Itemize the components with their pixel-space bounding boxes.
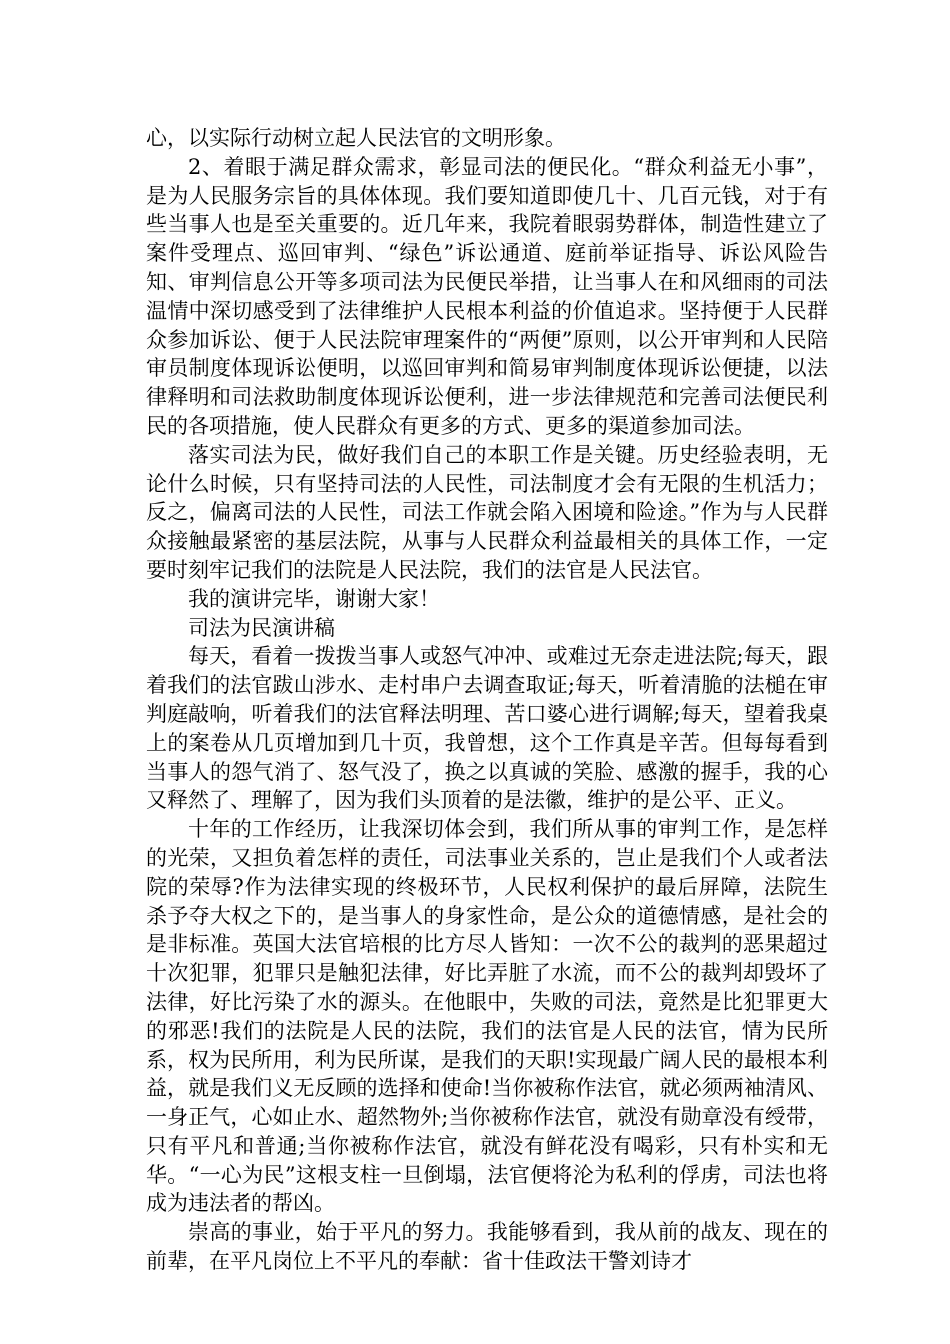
paragraph-noble-cause: 崇高的事业，始于平凡的努力。我能够看到，我从前的战友、现在的前辈，在平凡岗位上不平凡的奉献：省十佳政法干警刘诗才 <box>146 1220 828 1274</box>
paragraph-convenience-measures: 2、着眼于满足群众需求，彰显司法的便民化。“群众利益无小事”，是为人民服务宗旨的具体体现。我们要知道即使几十、几百元钱，对于有些当事人也是至关重要的。近几年来，我院着眼弱势群体，制造性建立了案件受理点、巡回审判、“绿色”诉讼通道、庭前举证指导、诉讼风险告知、审判信息公开等多项司法为民便民举措，让当事人在和风细雨的司法温情中深切感受到了法律维护人民根本利益的价值追求。坚持便于人民群众参加诉讼、便于人民法院审理案件的“两便”原则，以公开审判和人民陪审员制度体现诉讼便明，以巡回审判和简易审判制度体现诉讼便捷，以法律释明和司法救助制度体现诉讼便利，进一步法律规范和完善司法便民利民的各项措施，使人民群众有更多的方式、更多的渠道参加司法。 <box>146 154 828 438</box>
paragraph-continuation: 心，以实际行动树立起人民法官的文明形象。 <box>146 126 566 150</box>
document-page <box>146 124 828 1276</box>
section-title: 司法为民演讲稿 <box>188 615 335 640</box>
paragraph-every-day: 每天，看着一拨拨当事人或怒气冲冲、或难过无奈走进法院;每天，跟着我们的法官跋山涉水、走村串户去调查取证;每天，听着清脆的法槌在审判庭敲响，听着我们的法官释法明理、苦口婆心进行调解;每天，望着我桌上的案卷从几页增加到几十页，我曾想，这个工作真是辛苦。但每每看到当事人的怨气消了、怒气没了，换之以真诚的笑脸、感激的握手，我的心又释然了、理解了，因为我们头顶着的是法徽，维护的是公平、正义。 <box>146 644 828 813</box>
paragraph-closing-remark: 我的演讲完毕，谢谢大家！ <box>188 586 440 611</box>
paragraph-ten-years: 十年的工作经历，让我深切体会到，我们所从事的审判工作，是怎样的光荣，又担负着怎样的责任，司法事业关系的，岂止是我们个人或者法院的荣辱?作为法律实现的终极环节，人民权利保护的最后屏障，法院生杀予夺大权之下的，是当事人的身家性命，是公众的道德情感，是社会的是非标准。英国大法官培根的比方尽人皆知：一次不公的裁判的恶果超过十次犯罪，犯罪只是触犯法律，好比弄脏了水流，而不公的裁判却毁坏了法律，好比污染了水的源头。在他眼中，失败的司法，竟然是比犯罪更大的邪恶!我们的法院是人民的法院，我们的法官是人民的法官，情为民所系，权为民所用，利为民所谋，是我们的天职!实现最广阔人民的最根本利益，就是我们义无反顾的选择和使命!当你被称作法官，就必须两袖清风、一身正气，心如止水、超然物外;当你被称作法官，就没有勋章没有绶带，只有平凡和普通;当你被称作法官，就没有鲜花没有喝彩，只有朴实和无华。“一心为民”这根支柱一旦倒塌，法官便将沦为私利的俘虏，司法也将成为违法者的帮凶。 <box>146 817 828 1216</box>
paragraph-implementing-justice: 落实司法为民，做好我们自己的本职工作是关键。历史经验表明，无论什么时候，只有坚持司法的人民性，司法制度才会有无限的生机活力；反之，偏离司法的人民性，司法工作就会陷入困境和险途。”作为与人民群众接触最紧密的基层法院，从事与人民群众利益最相关的具体工作，一定要时刻牢记我们的法院是人民法院，我们的法官是人民法官。 <box>146 442 828 582</box>
